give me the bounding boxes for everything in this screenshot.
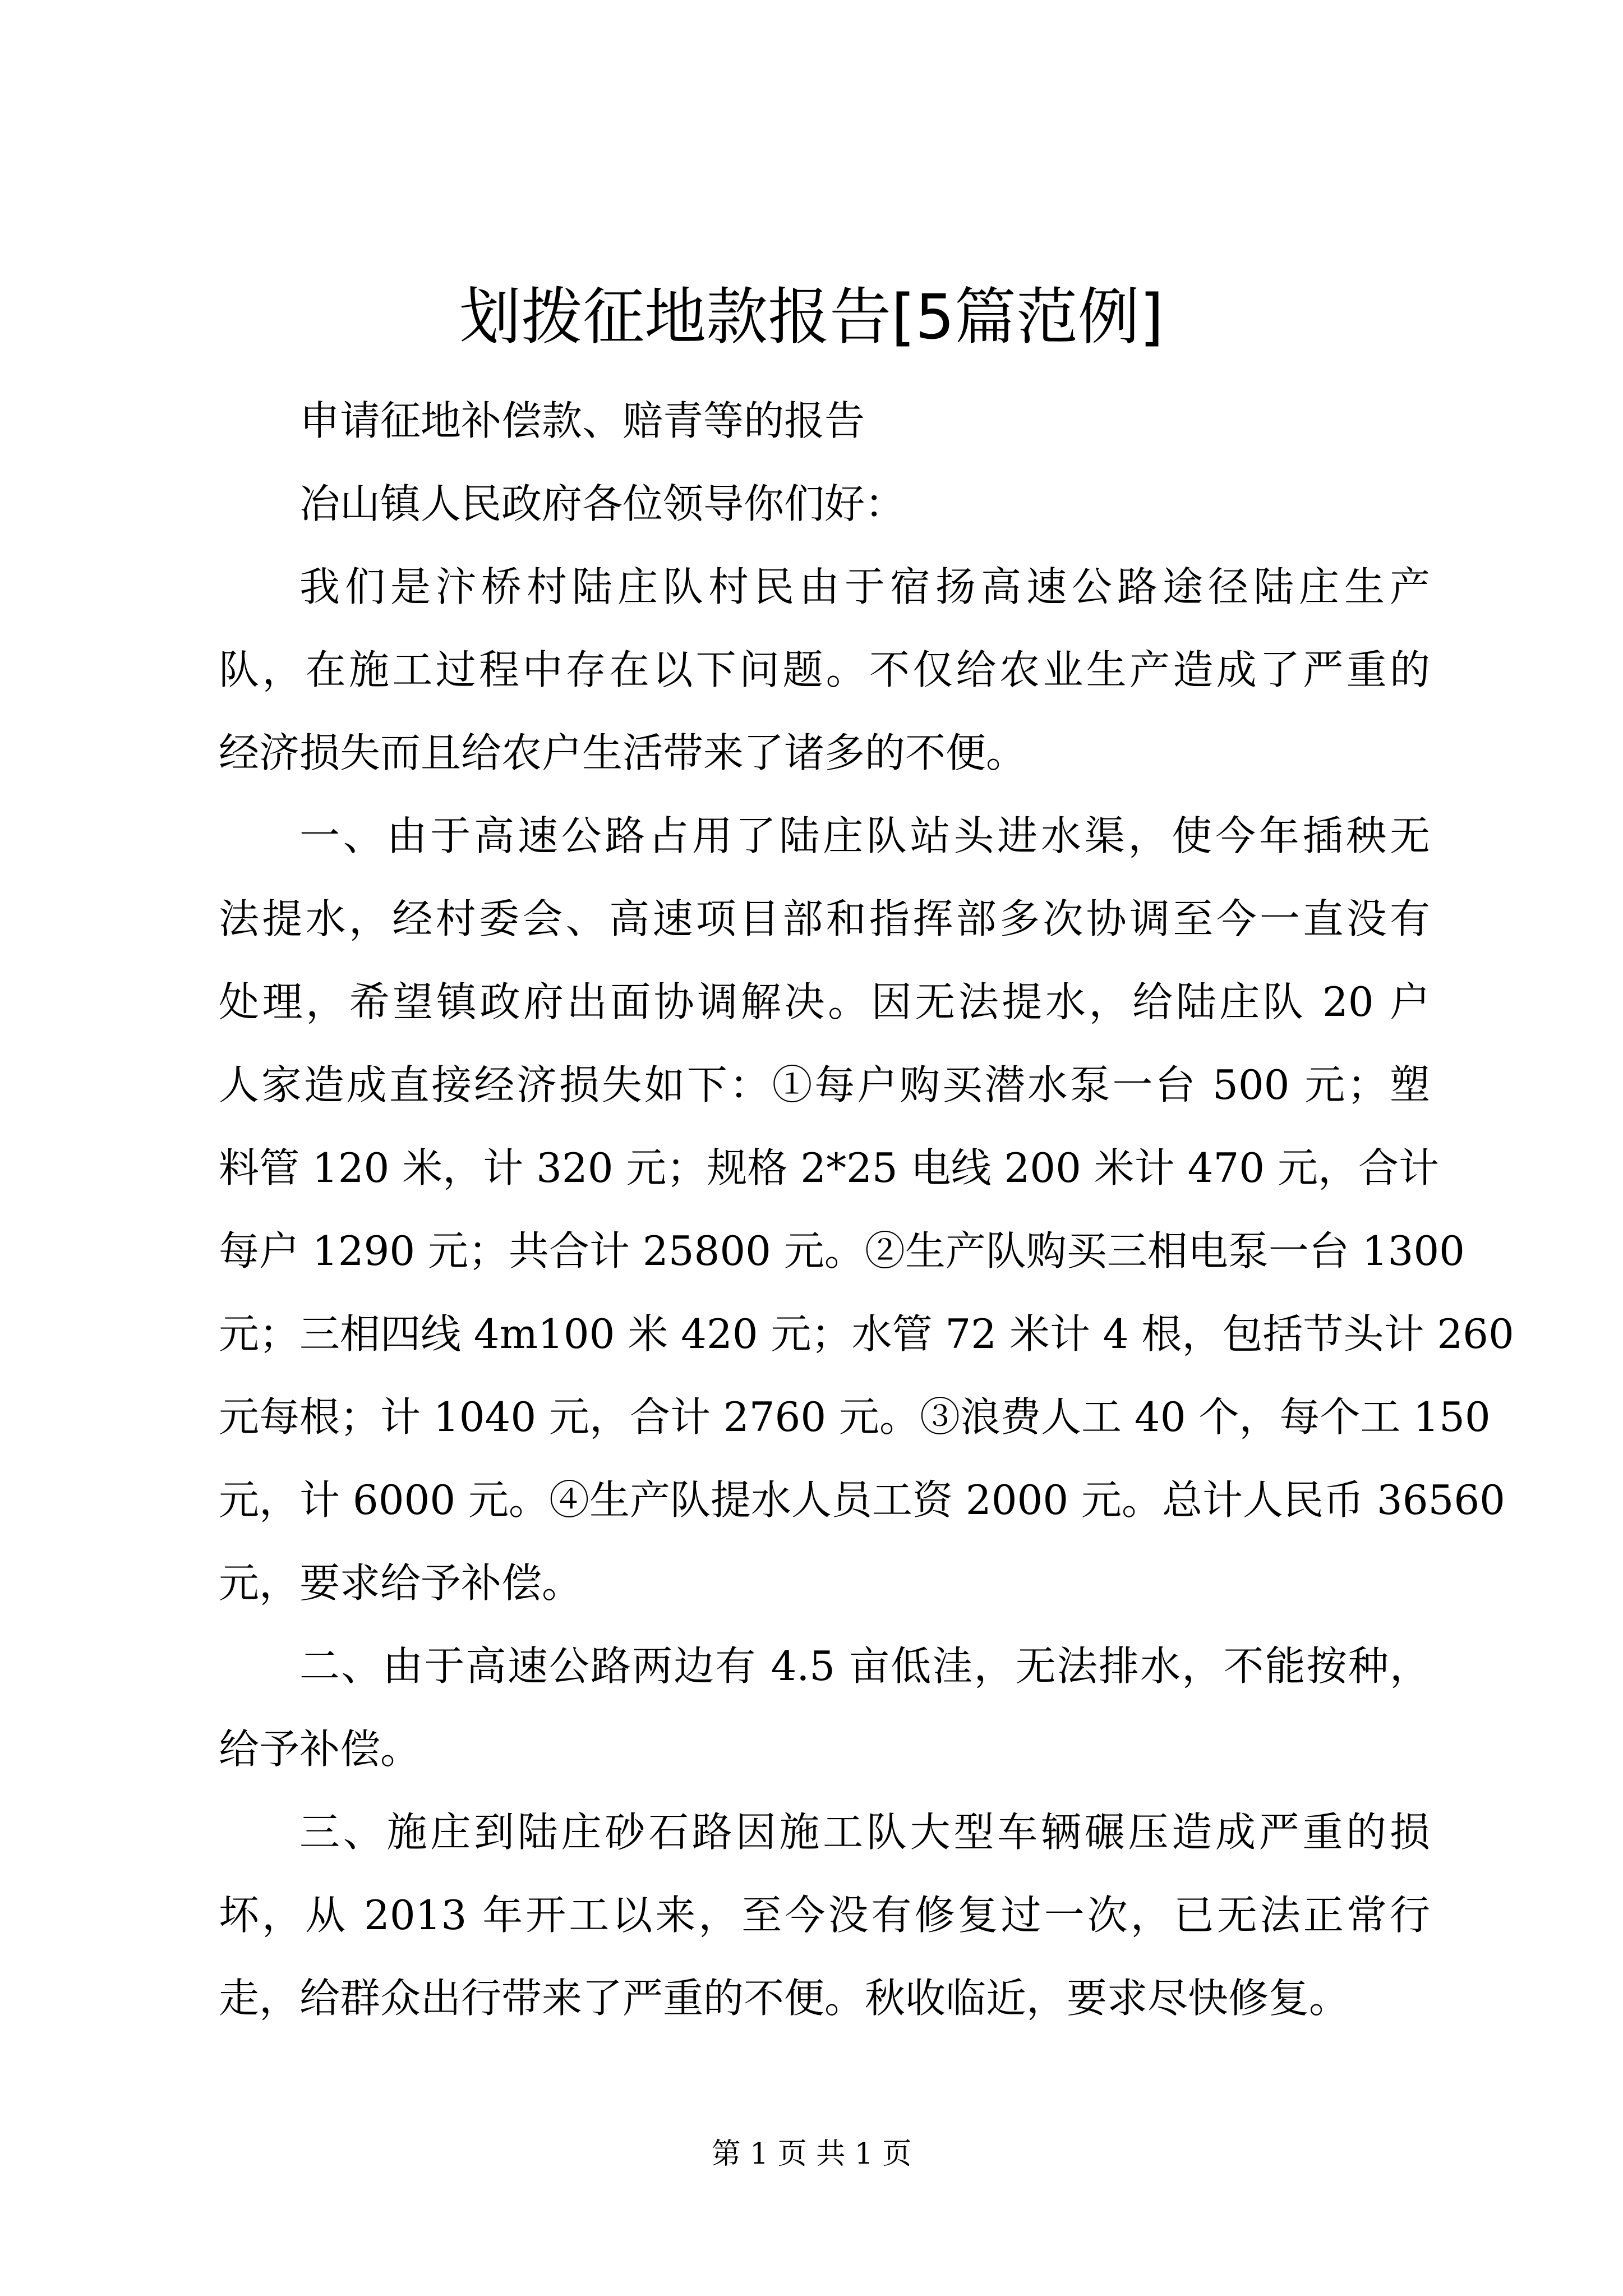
text-line: 处理，希望镇政府出面协调解决。因无法提水，给陆庄队 20 户 [219,978,1430,1025]
text-line: 给予补偿。 [219,1726,421,1773]
text-line: 二、由于高速公路两边有 4.5 亩低洼，无法排水，不能按种， [299,1642,1430,1690]
text-line: 冶山镇人民政府各位领导你们好： [299,480,906,527]
document-body [219,379,1514,2040]
text-line: 一、由于高速公路占用了陆庄队站头进水渠，使今年插秧无 [299,812,1430,859]
text-line: 元，计 6000 元。④生产队提水人员工资 2000 元。总计人民币 36560 [219,1476,1505,1524]
paragraph [219,545,1430,794]
text-line: 坏，从 2013 年开工以来，至今没有修复过一次，已无法正常行 [219,1892,1430,1939]
text-line: 法提水，经村委会、高速项目部和指挥部多次协调至今一直没有 [219,895,1430,942]
text-line: 走，给群众出行带来了严重的不便。秋收临近，要求尽快修复。 [219,1975,1350,2022]
paragraph [219,379,1430,462]
paragraph [219,794,1514,1625]
text-line: 人家造成直接经济损失如下：①每户购买潜水泵一台 500 元；塑 [219,1061,1430,1108]
paragraph [219,462,1430,545]
text-line: 元，要求给予补偿。 [219,1559,583,1607]
document-title: 划拨征地款报告[5篇范例] [459,281,1164,353]
text-line: 经济损失而且给农户生活带来了诸多的不便。 [219,729,1027,776]
text-line: 元每根；计 1040 元，合计 2760 元。③浪费人工 40 个，每个工 150 [219,1393,1491,1441]
paragraph [219,1625,1430,1791]
text-line: 每户 1290 元；共合计 25800 元。②生产队购买三相电泵一台 1300 [219,1227,1465,1274]
text-line: 三、施庄到陆庄砂石路因施工队大型车辆碾压造成严重的损 [299,1809,1430,1856]
text-line: 元；三相四线 4m100 米 420 元；水管 72 米计 4 根，包括节头计 260 [219,1310,1514,1358]
page-footer: 第 1 页 共 1 页 [711,2137,912,2171]
text-line: 申请征地补偿款、赔青等的报告 [299,397,865,444]
text-line: 队，在施工过程中存在以下问题。不仅给农业生产造成了严重的 [219,646,1430,693]
text-line: 我们是汴桥村陆庄队村民由于宿扬高速公路途径陆庄生产 [299,563,1430,610]
paragraph [219,1791,1430,2040]
text-line: 料管 120 米，计 320 元；规格 2*25 电线 200 米计 470 元，合计 [219,1144,1439,1191]
